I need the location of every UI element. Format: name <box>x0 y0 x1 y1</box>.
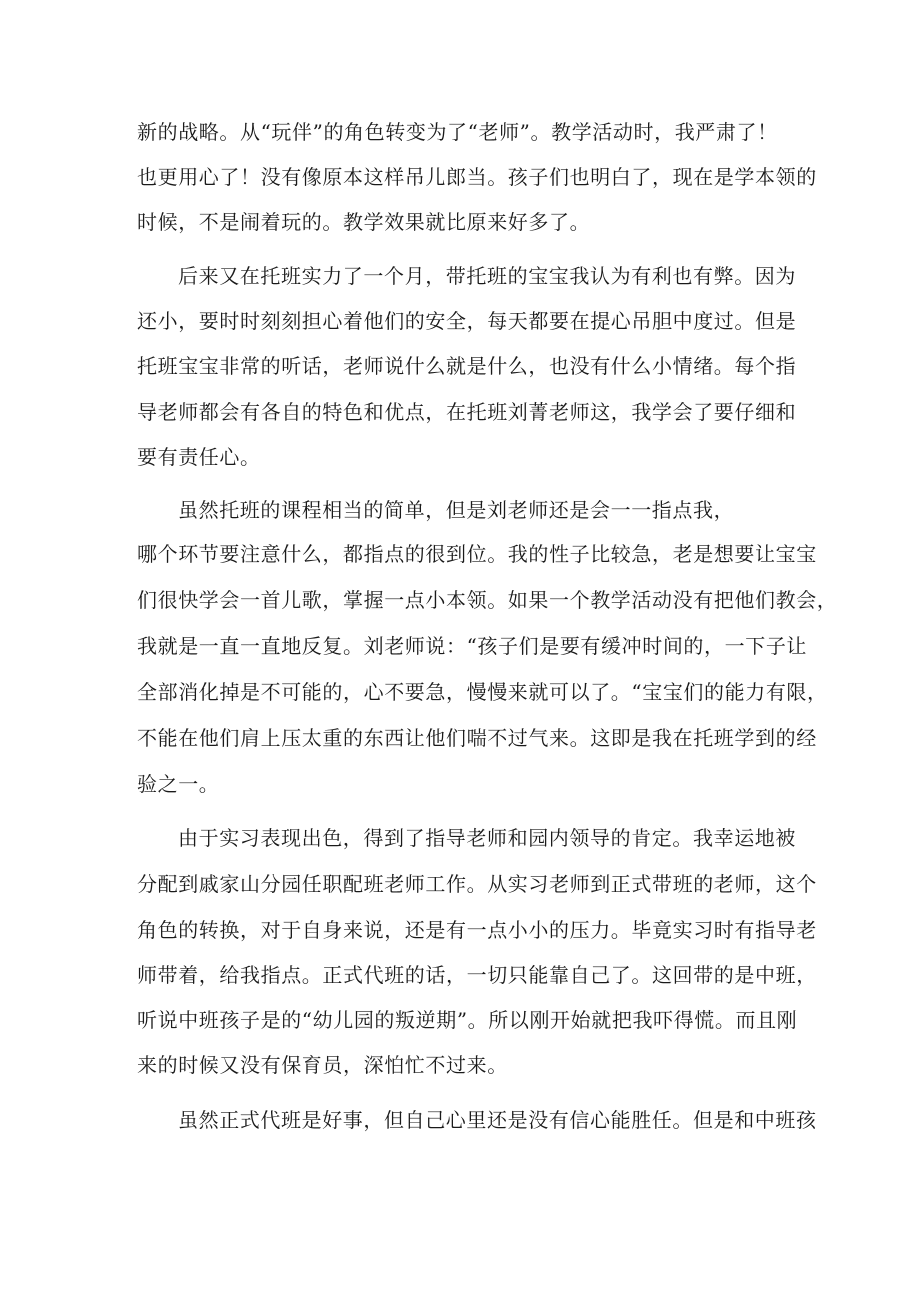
text-line-3: 时候，不是闹着玩的。教学效果就比原来好多了。 <box>137 210 591 234</box>
text-line-4: 后来又在托班实力了一个月，带托班的宝宝我认为有利也有弊。因为 <box>178 264 796 288</box>
text-line-22: 虽然正式代班是好事，但自己心里还是没有信心能胜任。但是和中班孩 <box>178 1108 817 1132</box>
text-line-10: 哪个环节要注意什么，都指点的很到位。我的性子比较急，老是想要让宝宝 <box>137 542 817 566</box>
text-line-18: 角色的转换，对于自身来说，还是有一点小小的压力。毕竟实习时有指导老 <box>137 918 817 942</box>
text-line-17: 分配到戚家山分园任职配班老师工作。从实习老师到正式带班的老师，这个 <box>137 872 817 896</box>
text-line-21: 来的时候又没有保育员，深怕忙不过来。 <box>137 1053 508 1077</box>
text-line-12: 我就是一直一直地反复。刘老师说：“孩子们是要有缓冲时间的，一下子让 <box>137 634 808 658</box>
text-line-19: 师带着，给我指点。正式代班的话，一切只能靠自己了。这回带的是中班， <box>137 963 817 987</box>
text-line-16: 由于实习表现出色，得到了指导老师和园内领导的肯定。我幸运地被 <box>178 826 796 850</box>
text-line-2: 也更用心了！没有像原本这样吊儿郎当。孩子们也明白了，现在是学本领的 <box>137 165 817 189</box>
text-line-15: 验之一。 <box>137 772 220 796</box>
text-line-11: 们很快学会一首儿歌，掌握一点小本领。如果一个教学活动没有把他们教会， <box>137 588 838 612</box>
text-line-13: 全部消化掉是不可能的，心不要急，慢慢来就可以了。“宝宝们的能力有限， <box>137 680 828 704</box>
text-line-7: 导老师都会有各自的特色和优点，在托班刘菁老师这，我学会了要仔细和 <box>137 400 797 424</box>
text-line-8: 要有责任心。 <box>137 445 261 469</box>
text-line-1: 新的战略。从“玩伴”的角色转变为了“老师”。教学活动时，我严肃了！ <box>137 120 778 144</box>
text-line-6: 托班宝宝非常的听话，老师说什么就是什么，也没有什么小情绪。每个指 <box>137 354 797 378</box>
text-line-5: 还小，要时时刻刻担心着他们的安全，每天都要在提心吊胆中度过。但是 <box>137 309 797 333</box>
text-line-9: 虽然托班的课程相当的简单，但是刘老师还是会一一指点我， <box>178 498 735 522</box>
text-line-20: 听说中班孩子是的“幼儿园的叛逆期”。所以刚开始就把我吓得慌。而且刚 <box>137 1008 798 1032</box>
text-line-14: 不能在他们肩上压太重的东西让他们喘不过气来。这即是我在托班学到的经 <box>137 726 817 750</box>
